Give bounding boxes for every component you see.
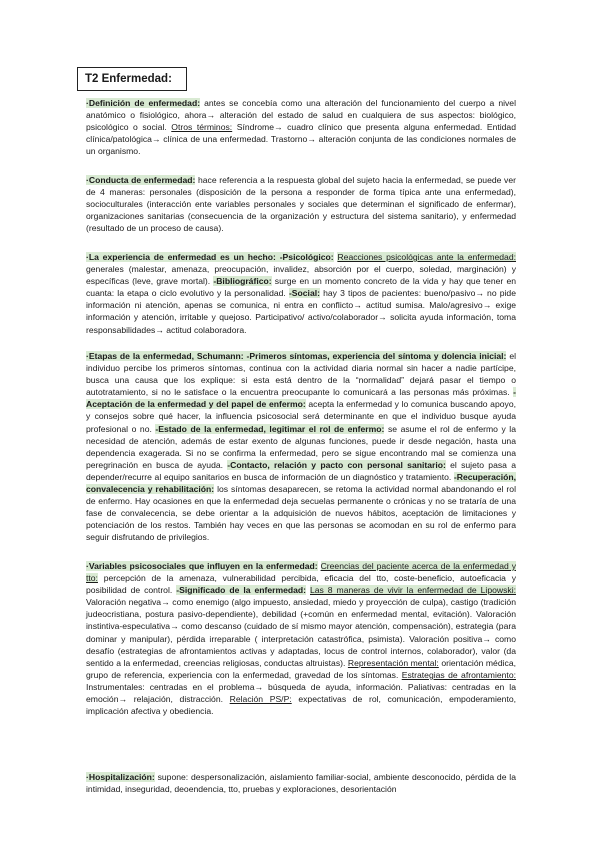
section-conducta [86, 174, 516, 234]
document-title: T2 Enfermedad: [85, 73, 172, 85]
text-run: Instrumentales: centradas en el problema→ búsqueda de ayuda, información. Paliativas: centradas en la emoción→ relajación, distracción. [86, 681, 516, 705]
text-run: Las 8 maneras de vivir la enfermedad de Lipowski: [310, 585, 517, 596]
text-run: supone: despersonalización, aislamiento familiar-social, ambiente desconocido, pérdida de la intimidad, inseguridad, deoendencia, tto, pruebas y exploraciones, desorientación [86, 772, 516, 795]
text-run: ·Definición de enfermedad: [86, 98, 201, 108]
text-run: acepta la enfermedad y lo comunica buscando apoyo, y consejos sobre qué hacer, la influencia psicosocial será determinante en que el individuo busque ayuda profesional o no. [86, 399, 516, 434]
text-run: el individuo percibe los primeros síntomas, continua con la actividad diaria normal sin hacer a nadie partícipe, busca una causa que los explique: si esta está dentro de la “normalidad” dejará pasar el tiempo o autotratamiento, si no le satisface o la encuentra preocupante lo comunicará a las personas más próximas. [86, 351, 517, 398]
text-run: -Estado de la enfermedad, legitimar el rol de enfermo: [155, 423, 385, 434]
text-run: hace referencia a la respuesta global del sujeto hacia la enfermedad, se puede ver de 4 maneras: personales (disposición de la persona a responder de forma típica ante una enfermedad), socioculturales (interacción ente variables personales y sociales que determinan el significado de enfermar), organizaciones sanitarias (consecuencia de la organización y estructura del sistema sanitario), y enfermedad (resultado de un proceso de causa). [86, 175, 516, 234]
text-run: Estrategias de afrontamiento: [401, 669, 516, 680]
text-run: Relación PS/P: [229, 694, 292, 705]
section-definicion [86, 97, 516, 157]
text-run: Reacciones psicológicas ante la enfermedad: [337, 252, 517, 262]
text-run: ·Hospitalización: [86, 772, 155, 782]
text-run: generales (malestar, amenaza, preocupación, invalidez, absorción por el cuerpo, soledad, marginación) y específicas (leve, grave mortal). [86, 264, 516, 287]
text-run: -Significado de la enfermedad: [176, 585, 307, 596]
text-run: Representación mental: [347, 657, 439, 668]
section-etapas [86, 350, 516, 544]
text-run: ·Variables psicosociales que influyen en la enfermedad: [86, 561, 318, 571]
text-run: el sujeto pasa a depender/recurre al equipo sanitarios en busca de información de un diagnóstico y tratamiento. [86, 459, 516, 482]
section-hospitalizacion [86, 771, 516, 795]
text-run: ·Conducta de enfermedad: [86, 175, 196, 185]
text-run: hay 3 tipos de pacientes: bueno/pasivo→ no pide información ni atención, apenas se comunica, ni entra en conflicto→ actitud sumisa. Malo/agresivo→ exige información y atención, irritable y quejoso. Participativo/ activo/colaborador→ solicita ayuda información, toma responsabilidades→ actitud colaboradora. [86, 288, 516, 335]
text-run: ·Etapas de la enfermedad, Schumann: -Primeros síntomas, experiencia del síntoma y dolencia inicial: [86, 351, 507, 361]
title-box [77, 67, 187, 91]
text-run: -Recuperación, convalecencia y rehabilitación: [86, 471, 516, 495]
text-run: -Contacto, relación y pacto con personal sanitario: [227, 459, 446, 470]
text-run: percepción de la amenaza, vulnerabilidad percibida, eficacia del tto, coste-beneficio, autoeficacia y posibilidad de control. [86, 573, 516, 596]
text-run: Valoración negativa→ como enemigo (algo impuesto, ansiedad, miedo y proyección de culpa), castigo (tradición judeocristiana, postura pasivo-dependiente), debilidad (+común en enfermedad mental, evitación). Valoración instintiva-especulativa→ como descanso (cuidado de sí mismo mayor atención, compensación), estrategia (para dominar y manipular), pérdida irreparable ( interpretación catastrófica, psimista). Valoración positiva→ como desafío (estrategias de afrontamientos activas y adaptadas, locus de control internos, colaborador), valor (da sentido a la enfermedad, creencias religiosas, conductas altruistas). [86, 597, 516, 668]
text-run: Creencias del paciente acerca de la enfermedad y tto: [86, 561, 516, 584]
text-run: Síndrome→ cuadro clínico que presenta alguna enfermedad. Entidad clínica/patológica→ clínica de una enfermedad. Trastorno→ alteración conjunta de las condiciones normales de un organismo. [86, 122, 516, 157]
text-run: los síntomas desaparecen, se retoma la actividad normal abandonando el rol de enfermo. Hay ocasiones en que la enfermedad deja secuelas permanente o crónicas y no se trataría de una fase de convalecencia, se debe orientar a la adquisición de nuevos hábitos, aceptación de limitaciones y potenciación de los restos. También hay veces en que las personas se acomodan en su rol de enfermo para seguir disfrutando de privilegios. [86, 484, 516, 543]
section-variables [86, 560, 516, 717]
text-run: ·La experiencia de enfermedad es un hecho: -Psicológico: [86, 252, 334, 262]
text-run: se asume el rol de enfermo y la necesidad de atención, además de estar exento de algunas funciones, puede ir desde negación, hasta una dependencia exagerada. Si no se confirma la enfermedad, pero se sigue encontrando mal se comienza una peregrinación en busca de ayuda. [86, 423, 516, 470]
text-run: -Aceptación de la enfermedad y del papel de enfermo: [86, 387, 516, 410]
text-run: -Bibliográfico: [213, 276, 272, 287]
text-run: antes se concebía como una alteración del funcionamiento del cuerpo a nivel anatómico o fisiológico, ahora→ alteración del estado de salud en cualquiera de sus aspectos: biológico, psicológico o social. [86, 98, 517, 133]
text-run: Otros términos: [171, 122, 233, 133]
section-experiencia [86, 251, 516, 336]
text-run: orientación médica, grupo de referencia, experiencia con la enfermedad, gravedad de los síntomas. [86, 657, 516, 680]
text-run: expectativas de rol, comunicación, empoderamiento, implicación afectiva y obediencia. [86, 694, 516, 717]
text-run: -Social: [288, 288, 320, 299]
text-run: surge en un momento concreto de la vida y hay que tener en cuanta: la etapa o ciclo evolutivo y la personalidad. [86, 276, 516, 299]
